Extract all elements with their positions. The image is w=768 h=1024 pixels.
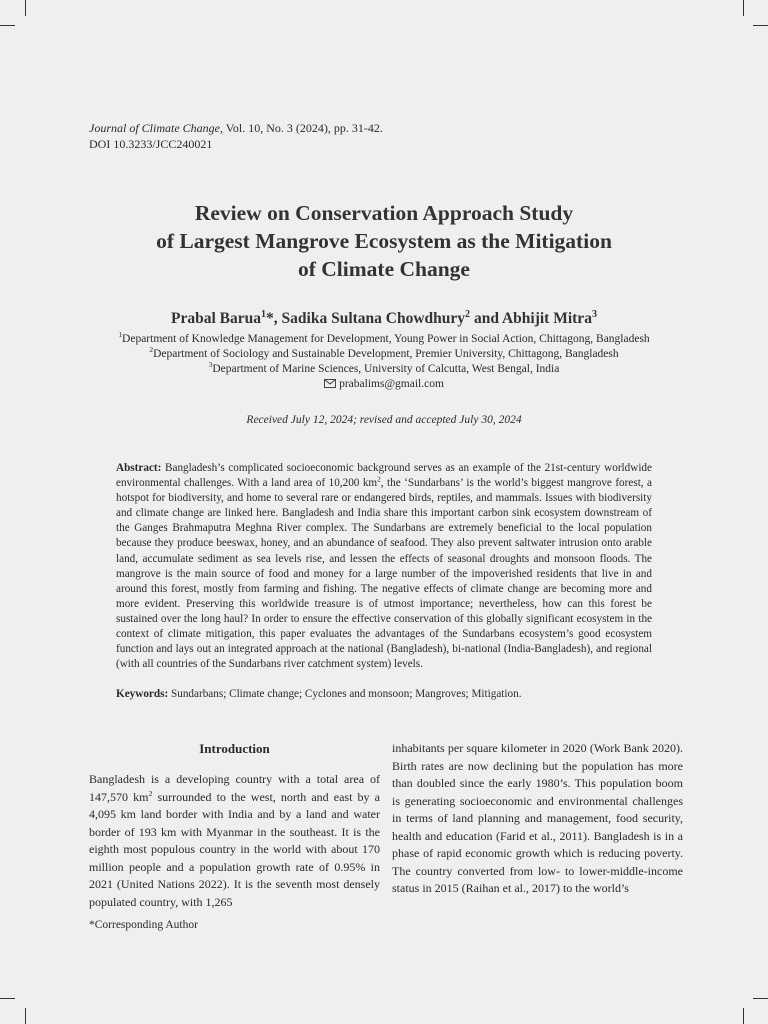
footnote-corresponding-author: *Corresponding Author [89,919,198,931]
author-list [90,309,678,329]
crop-mark-top-left [25,0,26,16]
affiliations [90,332,678,392]
affiliation-2-text: Department of Sociology and Sustainable Development, Premier University, Chittagong, Bangladesh [153,348,619,360]
keywords-label: Keywords: [116,688,169,700]
doi: DOI 10.3233/JCC240021 [89,137,213,151]
author-1: Prabal Barua [171,310,262,327]
email-line [90,377,678,392]
keywords [116,687,652,702]
affiliation-3 [90,362,678,377]
intro-text-a: Bangladesh is a developing country with a total area of 147,570 km [89,772,380,804]
journal-citation [89,120,383,152]
affiliation-1-text: Department of Knowledge Management for Development, Young Power in Social Action, Chittagong, Bangladesh [122,333,650,345]
journal-volume: Vol. 10, No. 3 (2024), pp. 31-42. [223,121,383,135]
author-2-affil: 2 [465,308,471,320]
crop-mark-top-left-h [0,25,15,26]
paper-title [90,199,678,283]
author-conjunction: and [470,310,502,327]
affiliation-1 [90,332,678,347]
author-1-affil: 1 [261,308,267,320]
journal-name: Journal of Climate Change, [89,121,223,135]
crop-mark-bottom-right [743,1008,744,1024]
affiliation-3-number: 3 [208,360,213,370]
title-line-1: Review on Conservation Approach Study [194,201,574,225]
column-right [392,740,683,898]
author-3: Abhijit Mitra [501,310,592,327]
crop-mark-bottom-right-h [753,998,768,999]
keywords-text: Sundarbans; Climate change; Cyclones and monsoon; Mangroves; Mitigation. [168,688,522,700]
intro-paragraph-continued: inhabitants per square kilometer in 2020 (Work Bank 2020). Birth rates are now declining but the population has more than doubled since the early 1980’s. This population boom is generating socioeconomic and environmental challenges in terms of land planning and management, food security, health and education (Farid et al., 2011). Bangladesh is in a phase of rapid economic growth which is reducing poverty. The country converted from low- to lower-middle-income status in 2015 (Raihan et al., 2017) to the world’s [392,741,683,895]
affiliation-2 [90,347,678,362]
abstract-label: Abstract: [116,462,162,474]
intro-sup: 2 [148,788,153,798]
crop-mark-top-right-h [753,25,768,26]
author-2: Sadika Sultana Chowdhury [281,310,466,327]
column-left [89,740,380,911]
abstract-sup: 2 [377,475,381,484]
affiliation-2-number: 2 [149,345,154,355]
author-3-affil: 3 [591,308,597,320]
abstract [116,461,652,672]
abstract-text-a: Bangladesh’s complicated socioeconomic background serves as an example of the 21st-century worldwide environmental challenges. With a land area of 10,200 km [116,462,652,490]
author-1-corresponding: *, [266,310,282,327]
intro-paragraph-1 [89,771,380,911]
crop-mark-bottom-left [25,1008,26,1024]
section-heading-introduction: Introduction [199,741,270,756]
affiliation-1-number: 1 [118,330,123,340]
envelope-icon [324,379,336,388]
intro-text-b: surrounded to the west, north and east by a 4,095 km land border with India and by a land and water border of 193 km with Myanmar in the southeast. It is the eighth most populous country in the world with about 170 million people and a population growth rate of 0.95% in 2021 (United Nations 2022). It is the seventh most densely populated country, with 1,265 [89,789,380,909]
title-line-2: of Largest Mangrove Ecosystem as the Mitigation [156,229,612,253]
crop-mark-bottom-left-h [0,998,15,999]
affiliation-3-text: Department of Marine Sciences, University of Calcutta, West Bengal, India [212,363,560,375]
abstract-text-b: , the ‘Sundarbans’ is the world’s biggest mangrove forest, a hotspot for biodiversity, and home to several rare or endangered birds, reptiles, and mammals. Issues with biodiversity and climate change are linked here. Bangladesh and India share this important carbon sink ecosystem downstream of the Ganges Brahmaputra Meghna River complex. The Sundarbans are extremely beneficial to the local population because they produce beeswax, honey, and an abundance of seafood. They also prevent saltwater intrusion onto arable land, accumulate sediment as sea levels rise, and lessen the effects of seasonal droughts and monsoon floods. The mangrove is the main source of food and money for a large number of the impoverished residents that live in and around this forest, mostly from farming and fishing. The negative effects of climate change are becoming more and more evident. Preserving this worldwide treasure is of utmost importance; nevertheless, how can this forest be sustained over the long haul? In order to ensure the effective conservation of this globally significant ecosystem in the context of climate mitigation, this paper evaluates the advantages of the Sundarbans ecosystem’s good ecosystem function and lays out an integrated approach at the national (Bangladesh), bi-national (India-Bangladesh), and regional (with all countries of the Sundarbans river catchment system) levels. [116,477,653,671]
email-address[interactable]: prabalims@gmail.com [339,378,444,390]
title-line-3: of Climate Change [298,257,470,281]
crop-mark-top-right [743,0,744,16]
received-dates: Received July 12, 2024; revised and accepted July 30, 2024 [246,414,522,426]
